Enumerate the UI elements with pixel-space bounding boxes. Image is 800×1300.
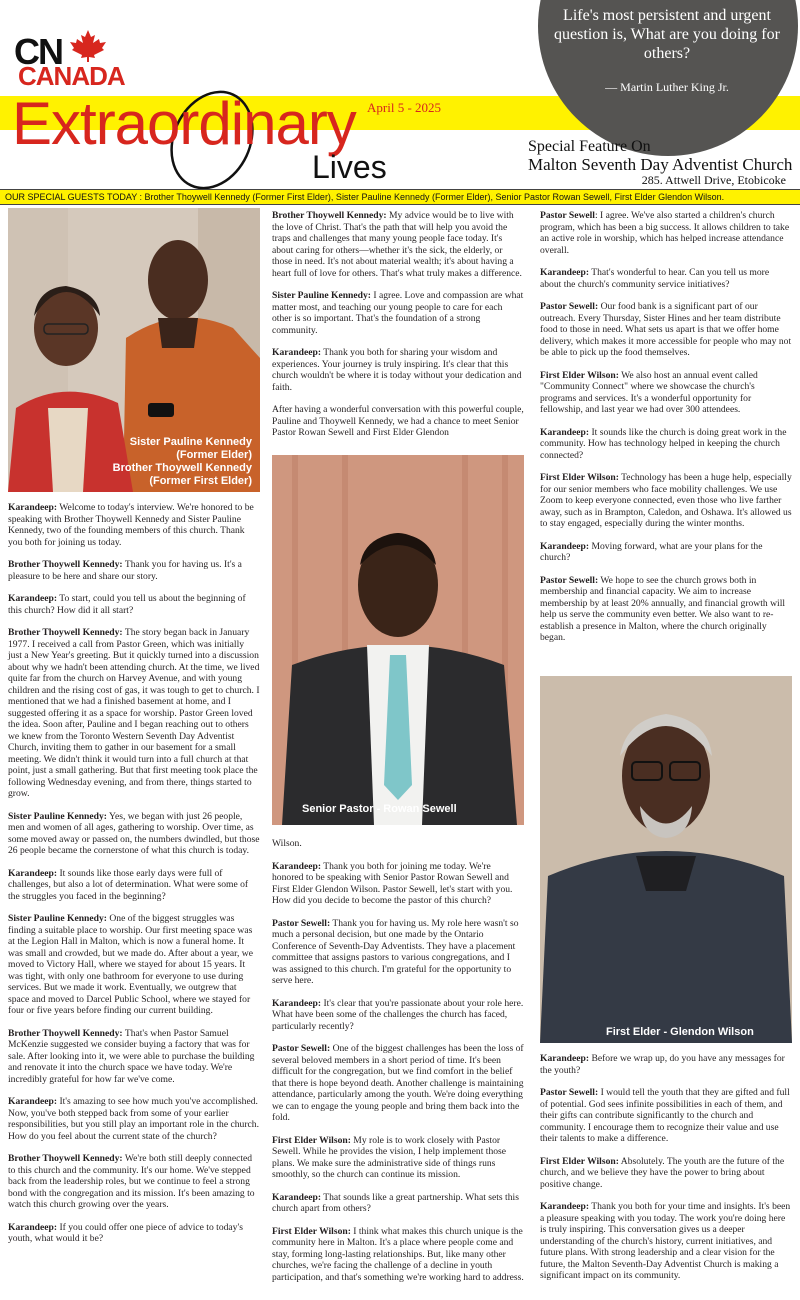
speaker-name: Karandeep: [540, 267, 590, 278]
paragraph-text: Thank you for having us. My role here wasn't so much a personal decision, but one made by the Ontario Conference of Seventh-Day Adventists. They have a placement committee that assigns pastors to various congregations, and I was assigned to this church. I'm grateful for the opportunity to serve here. [272, 917, 519, 986]
article-paragraph [540, 1053, 792, 1076]
article-paragraph [272, 1043, 524, 1124]
paragraph-text: It sounds like those early days were full of challenges, but also a lot of determination. What were some of the struggles you faced in the beginning? [8, 867, 249, 902]
kennedy-caption-line1: Sister Pauline Kennedy [129, 436, 252, 448]
paragraph-text: Moving forward, what are your plans for the church? [540, 540, 763, 563]
article-paragraph [8, 913, 260, 1017]
sewell-photo [272, 455, 524, 825]
special-guests-bar: OUR SPECIAL GUESTS TODAY : Brother Thoywell Kennedy (Former First Elder), Sister Pauline Kennedy (Former Elder), Senior Pastor Rowan Sewell, First Elder Glendon Wilson. [0, 189, 800, 205]
issue-date: April 5 - 2025 [367, 100, 442, 115]
paragraph-text: Absolutely. The youth are the future of the church, and we believe they have the power to bring about positive change. [540, 1155, 785, 1190]
speaker-name: Karandeep: [8, 867, 58, 879]
article-paragraph [272, 347, 524, 393]
page-subtitle: Lives [312, 149, 387, 185]
speaker-name: First Elder Wilson: [540, 1155, 619, 1167]
speaker-name: Karandeep: [272, 347, 322, 358]
speaker-name: Karandeep: [272, 997, 322, 1009]
article-column-3-bottom [540, 1053, 792, 1293]
speaker-name: Sister Pauline Kennedy: [8, 913, 107, 924]
paragraph-text: That's wonderful to hear. Can you tell us more about the church's community service initiatives? [540, 267, 770, 290]
paragraph-text: It sounds like the church is doing great work in the community. How has technology helped in keeping the church connected? [540, 426, 787, 461]
speaker-name: Karandeep: [8, 1096, 58, 1107]
article-paragraph [540, 370, 792, 416]
logo-canada: CANADA [18, 61, 125, 91]
paragraph-text: Welcome to today's interview. We're honored to be speaking with Brother Thoywell Kennedy and Sister Pauline Kennedy, two of the founding members of this church. Thank you both for joining us today. [8, 502, 254, 548]
article-paragraph [272, 1135, 524, 1181]
page-title: Extraordinary [12, 90, 356, 157]
article-paragraph [540, 427, 792, 462]
paragraph-text: Before we wrap up, do you have any messages for the youth? [540, 1053, 785, 1076]
church-name: Malton Seventh Day Adventist Church [528, 155, 793, 174]
article-column-1 [8, 502, 260, 1256]
quote-text: Life's most persistent and urgent question is, What are you doing for others? [554, 7, 780, 62]
paragraph-text: That sounds like a great partnership. What sets this church apart from others? [272, 1191, 519, 1214]
speaker-name: Karandeep: [8, 593, 58, 604]
kennedy-caption-line2: (Former Elder) [176, 449, 252, 461]
speaker-name: Pastor Sewell: [540, 1087, 599, 1098]
paragraph-text: The story began back in January 1977. I received a call from Pastor Green, which was initially just a New Year's greeting. But it quickly turned into a discussion about why we hadn't been attending church. At the time, we lived quite far from the church on Harvey Avenue, and with young children and the rising cost of gas, it was tough to get to church. I mentioned that we had a finished basement at home, and I suggested offering it as a space for worship. Pastor Green loved the idea. Soon after, Pauline and I began reaching out to others we knew from the Toronto Western Seventh Day Adventist Church, inviting them to gather in our basement for a small meeting. We didn't think it would turn into a full church at that point, just a small gathering. But that first meeting took place the following Wednesday evening, and from there, things started to grow. [8, 627, 260, 799]
article-paragraph [272, 861, 524, 907]
kennedy-caption-line3: Brother Thoywell Kennedy [112, 462, 252, 474]
speaker-name: First Elder Wilson: [272, 1225, 351, 1237]
article-paragraph [8, 1153, 260, 1211]
paragraph-text: Thank you both for joining me today. We're honored to be speaking with Senior Pastor Rowan Sewell and First Elder Glendon Wilson. Pastor Sewell, let's start with you. How did you decide to become the pastor of this church? [272, 860, 513, 906]
speaker-name: Karandeep: [540, 1201, 590, 1212]
paragraph-text: Wilson. [272, 838, 302, 849]
article-paragraph [540, 575, 792, 644]
article-paragraph [540, 210, 792, 256]
speaker-name: First Elder Wilson: [540, 369, 619, 381]
speaker-name: Karandeep: [540, 540, 590, 552]
speaker-name: First Elder Wilson: [272, 1134, 351, 1146]
speaker-name: Karandeep: [272, 860, 322, 872]
paragraph-text: My advice would be to live with the love of Christ. That's the path that will help you avoid the traps and challenges that many young people face today. It's about caring for others—whether it's the sick, the elderly, or those in need. It's not about material wealth; it's about having a heart full of love for others. That's what truly makes a difference. [272, 210, 522, 279]
speaker-name: Karandeep: [540, 1053, 590, 1064]
speaker-name: Pastor Sewell: [272, 1043, 331, 1054]
sewell-caption: Senior Pastor - Rowan Sewell [302, 803, 457, 815]
feature-label: Special Feature On [528, 138, 651, 155]
speaker-name: Brother Thoywell Kennedy: [272, 210, 387, 221]
article-column-2-top [272, 210, 524, 450]
speaker-name: First Elder Wilson: [540, 472, 619, 483]
article-paragraph [8, 1028, 260, 1086]
paragraph-text: Technology has been a huge help, especially for our senior members who face mobility challenges. We use Zoom to keep everyone connected, even those who live farther away, such as in Brampton, Caledon, and Oshawa. It's allowed us to stay engaged, especially during the winter months. [540, 472, 792, 529]
article-paragraph [540, 267, 792, 290]
speaker-name: Pastor Sewell [540, 210, 595, 221]
article-paragraph [540, 301, 792, 359]
speaker-name: Brother Thoywell Kennedy: [8, 1027, 123, 1039]
paragraph-text: Thank you both for your time and insights. It's been a pleasure speaking with you today. The work you're doing here is truly inspiring. This conversation gives us a deeper understanding of the church's history, current initiatives, and future plans. With strong leadership and a clear vision for the future, the Malton Seventh-Day Adventist Church is making a significant impact on its community. [540, 1201, 791, 1281]
article-paragraph [272, 404, 524, 439]
sewell-photo-illustration [272, 455, 524, 825]
speaker-name: Karandeep: [272, 1191, 322, 1203]
wilson-photo-illustration [540, 676, 792, 1043]
article-paragraph [8, 502, 260, 548]
paragraph-text: If you could offer one piece of advice to today's youth, what would it be? [8, 1221, 243, 1244]
paragraph-text: We hope to see the church grows both in membership and financial capacity. We aim to increase membership by at least 20% annually, and financial growth will help us serve the community even better. We also want to re-establish a presence in Malton, where the church originally began. [540, 574, 786, 643]
article-paragraph [540, 472, 792, 530]
wilson-photo [540, 676, 792, 1043]
kennedy-photo [8, 208, 260, 492]
paragraph-text: One of the biggest challenges has been the loss of several beloved members in a short period of time. It's been difficult for the congregation, but we find comfort in the belief that there is hope beyond death. Another challenge is maintaining attendance, particularly among the youth. We're doing everything we can to engage the young people and bring them back into the fold. [272, 1043, 524, 1123]
article-paragraph [8, 868, 260, 903]
article-column-2-bottom [272, 838, 524, 1294]
article-paragraph [540, 1156, 792, 1191]
article-paragraph [8, 1222, 260, 1245]
maple-leaf-icon [70, 30, 106, 62]
article-paragraph [272, 210, 524, 279]
paragraph-text: We also host an annual event called "Community Connect" where we showcase the church's programs and services. It's a wonderful opportunity for fellowship, and last year we had over 300 attendees. [540, 369, 758, 415]
paragraph-text: After having a wonderful conversation with this powerful couple, Pauline and Thoywell Kennedy, we had a chance to meet Senior Pastor Rowan Sewell and First Elder Glendon [272, 404, 524, 438]
article-paragraph [272, 1226, 524, 1284]
paragraph-text: I think what makes this church unique is the community here in Malton. It's a place where people come and stay, forming long-lasting relationships. But, like many other churches, we're facing the challenge of a decline in youth participation, and that's something we're working hard to address. [272, 1225, 524, 1283]
article-paragraph [540, 1087, 792, 1145]
paragraph-text: I agree. Love and compassion are what matter most, and teaching our young people to care for each other is so important. That's the foundation of a strong community. [272, 290, 524, 336]
paragraph-text: My role is to work closely with Pastor Sewell. While he provides the vision, I help implement those plans. We make sure the administrative side of things runs smoothly, so the church can continue its mission. [272, 1134, 507, 1180]
article-paragraph [272, 918, 524, 987]
kennedy-caption-line4: (Former First Elder) [149, 475, 252, 487]
article-paragraph [540, 1201, 792, 1282]
paragraph-text: To start, could you tell us about the beginning of this church? How did it all start? [8, 593, 246, 616]
article-paragraph [8, 1096, 260, 1142]
speaker-name: Brother Thoywell Kennedy: [8, 559, 123, 570]
quote-author: — Martin Luther King Jr. [605, 80, 729, 94]
paragraph-text: That's when Pastor Samuel McKenzie suggested we consider buying a factory that was for sale. After looking into it, we were able to purchase the building and renovate it into the church space we have today. We're incredibly grateful for how far we've come. [8, 1027, 255, 1085]
paragraph-text: Thank you both for sharing your wisdom and experiences. Your journey is truly inspiring. It's clear that this church wouldn't be where it is today without your dedication and faith. [272, 347, 522, 393]
logo-cn: CN [14, 31, 62, 72]
speaker-name: Karandeep: [8, 1221, 58, 1233]
paragraph-text: : I agree. We've also started a children's church program, which has been a big success. It allows children to take an active role in worship, which has helped increase attendance overall. [540, 210, 790, 256]
speaker-name: Karandeep: [8, 502, 58, 513]
article-paragraph [272, 1192, 524, 1215]
article-paragraph [272, 290, 524, 336]
speaker-name: Karandeep: [540, 426, 590, 438]
speaker-name: Pastor Sewell: [272, 917, 331, 929]
paragraph-text: It's clear that you're passionate about your role here. What have been some of the challenges the church has faced, particularly recently? [272, 997, 524, 1032]
article-paragraph [8, 811, 260, 857]
article-paragraph [272, 838, 524, 850]
article-paragraph [8, 559, 260, 582]
paragraph-text: I would tell the youth that they are gifted and full of potential. God sees infinite possibilities in each of them, and their gifts can contribute significantly to the church and community. I encourage them to recognize their value and use their talents to make a difference. [540, 1087, 790, 1144]
paragraph-text: We're both still deeply connected to this church and the community. It's our home. We've stepped back from the leadership roles, but we continue to feel a strong bond with the congregation and its mission. It's been amazing to watch this church growing over the years. [8, 1153, 255, 1210]
speaker-name: Brother Thoywell Kennedy: [8, 1153, 123, 1164]
speaker-name: Pastor Sewell: [540, 574, 599, 586]
paragraph-text: One of the biggest struggles was finding a suitable place to worship. Our first meeting space was at the Legion Hall in Malton, which is now a funeral home. It was small and crowded, but we made do. After about a year, we moved to Victory Hall, where we stayed for about 15 years. It was tight, with only one bathroom for everyone to use during services. But we made it work. Eventually, we outgrew that space and moved to Darcel Public School, where we stayed for four or five years before finding our current building. [8, 913, 253, 1016]
article-column-3-top [540, 210, 792, 655]
paragraph-text: Yes, we began with just 26 people, men and women of all ages, gathering to worship. Over time, as some moved away or passed on, the numbers dwindled, but those 26 people became the cornerstone of what this church is today. [8, 810, 260, 856]
paragraph-text: It's amazing to see how much you've accomplished. Now, you've both stepped back from some of your earlier responsibilities, but you still play an important role in the church. How do you feel about the current state of the church? [8, 1096, 259, 1142]
paragraph-text: Our food bank is a significant part of our outreach. Every Thursday, Sister Hines and her team distribute food to those in need. What sets us apart is that we offer home delivery, which makes it more accessible for people who may not be able to pick up the food themselves. [540, 301, 792, 358]
article-paragraph [272, 998, 524, 1033]
speaker-name: Sister Pauline Kennedy: [272, 290, 371, 301]
paragraph-text: Thank you for having us. It's a pleasure to be here and share our story. [8, 559, 242, 582]
article-paragraph [540, 541, 792, 564]
article-paragraph [8, 627, 260, 800]
speaker-name: Sister Pauline Kennedy: [8, 810, 107, 822]
speaker-name: Brother Thoywell Kennedy: [8, 627, 123, 638]
wilson-caption: First Elder - Glendon Wilson [606, 1026, 754, 1038]
church-address: 285. Attwell Drive, Etobicoke [641, 173, 786, 187]
speaker-name: Pastor Sewell: [540, 301, 599, 312]
article-paragraph [8, 593, 260, 616]
